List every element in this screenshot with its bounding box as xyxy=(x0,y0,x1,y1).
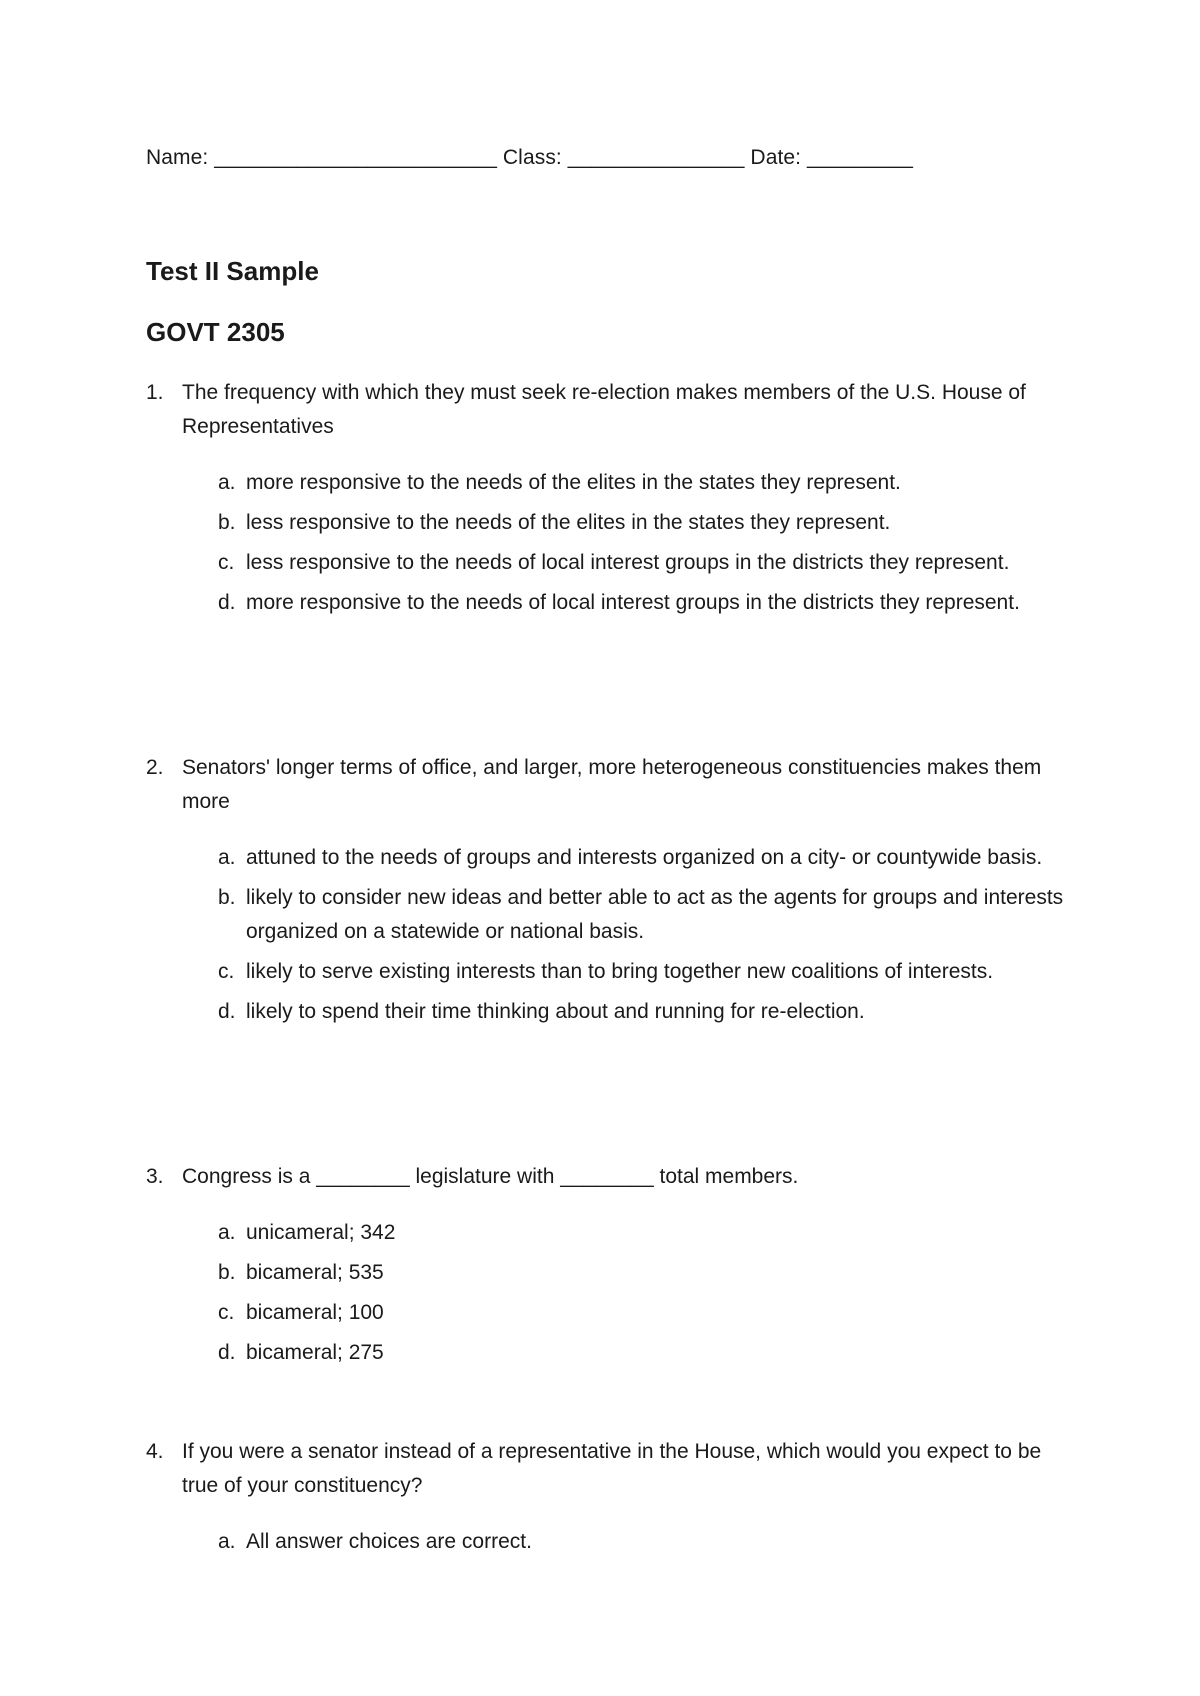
answer-option xyxy=(218,586,1066,620)
answer-option xyxy=(218,841,1066,875)
option-text: more responsive to the needs of the elites in the states they represent. xyxy=(246,471,901,494)
option-letter: a. xyxy=(218,471,236,494)
question-4 xyxy=(146,1435,1066,1565)
answer-option xyxy=(218,995,1066,1029)
option-letter: c. xyxy=(218,551,235,574)
answer-option xyxy=(218,1525,1066,1559)
option-letter: b. xyxy=(218,886,236,909)
answer-option xyxy=(218,955,1066,989)
option-letter: d. xyxy=(218,1341,236,1364)
answer-options xyxy=(146,841,1066,1029)
option-letter: a. xyxy=(218,1530,236,1553)
option-text: All answer choices are correct. xyxy=(246,1530,532,1553)
option-letter: d. xyxy=(218,1000,236,1023)
answer-options xyxy=(146,466,1066,620)
answer-option xyxy=(218,1336,1066,1370)
answer-option xyxy=(218,1256,1066,1290)
question-number: 3. xyxy=(146,1165,164,1188)
answer-option xyxy=(218,1296,1066,1330)
answer-option xyxy=(218,1216,1066,1250)
option-text: bicameral; 275 xyxy=(246,1341,384,1364)
answer-option xyxy=(218,466,1066,500)
question-number: 1. xyxy=(146,381,164,404)
option-text: less responsive to the needs of the elites in the states they represent. xyxy=(246,511,891,534)
course-code: GOVT 2305 xyxy=(146,317,285,347)
option-letter: b. xyxy=(218,1261,236,1284)
option-letter: c. xyxy=(218,1301,235,1324)
option-text: bicameral; 100 xyxy=(246,1301,384,1324)
document-title: Test II Sample xyxy=(146,256,319,286)
option-letter: a. xyxy=(218,846,236,869)
answer-options xyxy=(146,1216,1066,1370)
question-text: The frequency with which they must seek re-election makes members of the U.S. House of Representatives xyxy=(182,381,1026,438)
question-1 xyxy=(146,376,1066,626)
answer-options xyxy=(146,1525,1066,1559)
question-3 xyxy=(146,1160,1066,1376)
question-2 xyxy=(146,751,1066,1035)
option-letter: c. xyxy=(218,960,235,983)
question-number: 4. xyxy=(146,1440,164,1463)
question-text: Congress is a ________ legislature with ________ total members. xyxy=(182,1165,799,1188)
option-text: more responsive to the needs of local interest groups in the districts they represent. xyxy=(246,591,1020,614)
question-text: Senators' longer terms of office, and larger, more heterogeneous constituencies makes them more xyxy=(182,756,1042,813)
option-letter: d. xyxy=(218,591,236,614)
answer-option xyxy=(218,881,1066,949)
question-number: 2. xyxy=(146,756,164,779)
option-letter: b. xyxy=(218,511,236,534)
student-info-line: Name: ________________________ Class: _______________ Date: _________ xyxy=(146,146,914,169)
option-text: less responsive to the needs of local interest groups in the districts they represent. xyxy=(246,551,1010,574)
option-text: likely to serve existing interests than to bring together new coalitions of interests. xyxy=(246,960,994,983)
option-text: unicameral; 342 xyxy=(246,1221,396,1244)
option-text: attuned to the needs of groups and interests organized on a city- or countywide basis. xyxy=(246,846,1043,869)
option-text: bicameral; 535 xyxy=(246,1261,384,1284)
option-letter: a. xyxy=(218,1221,236,1244)
answer-option xyxy=(218,546,1066,580)
answer-option xyxy=(218,506,1066,540)
question-text: If you were a senator instead of a representative in the House, which would you expect to be true of your constituency? xyxy=(182,1440,1042,1497)
option-text: likely to consider new ideas and better able to act as the agents for groups and interests organized on a statewide or national basis. xyxy=(246,886,1064,943)
option-text: likely to spend their time thinking about and running for re-election. xyxy=(246,1000,865,1023)
